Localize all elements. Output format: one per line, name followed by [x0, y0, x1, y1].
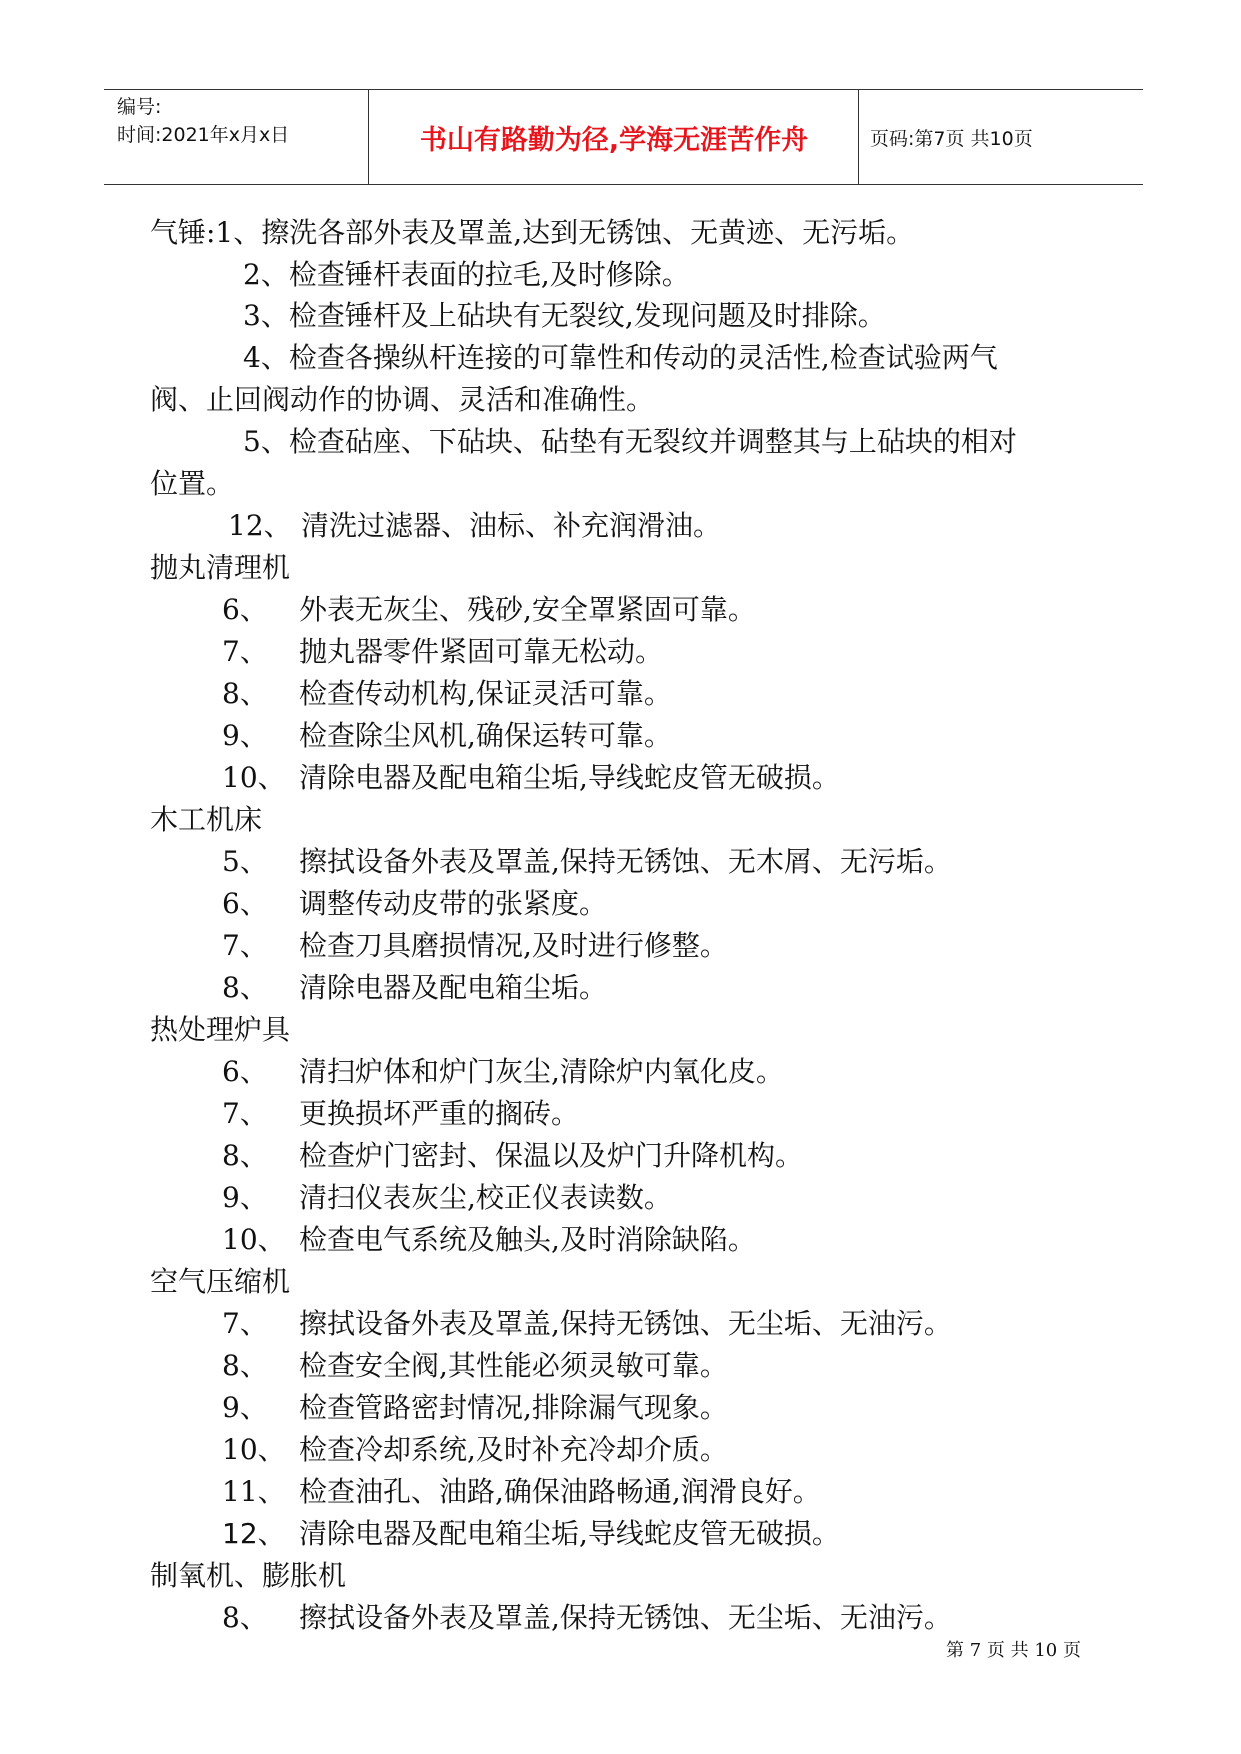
item-text: 检查冷却系统,及时补充冷却介质。: [299, 1433, 728, 1466]
item-number: 10、: [222, 1223, 286, 1256]
item-text: 检查刀具磨损情况,及时进行修整。: [299, 929, 728, 962]
document-code-label: 编号:: [117, 96, 162, 118]
item-text: 检查电气系统及触头,及时消除缺陷。: [299, 1223, 756, 1256]
list-item: [222, 1349, 728, 1383]
item-text: 检查油孔、油路,确保油路畅通,润滑良好。: [299, 1475, 821, 1508]
item-number: 9、: [222, 719, 268, 752]
item-text: 擦拭设备外表及罩盖,保持无锈蚀、无木屑、无污垢。: [299, 845, 952, 878]
section-title-rechuli: 热处理炉具: [150, 1013, 291, 1046]
item-text: 检查除尘风机,确保运转可靠。: [299, 719, 672, 752]
qichui-item-1: 气锤:1、擦洗各部外表及罩盖,达到无锈蚀、无黄迹、无污垢。: [150, 216, 915, 249]
item-number: 7、: [222, 635, 268, 668]
list-item: [222, 929, 728, 963]
item-text: 擦拭设备外表及罩盖,保持无锈蚀、无尘垢、无油污。: [299, 1601, 952, 1634]
qichui-item-12: [228, 509, 721, 543]
item-number: 11、: [222, 1475, 286, 1508]
item-text: 清扫炉体和炉门灰尘,清除炉内氧化皮。: [299, 1055, 784, 1088]
item-number: 6、: [222, 1055, 268, 1088]
list-item: [222, 1517, 840, 1551]
section-title-kongya: 空气压缩机: [150, 1265, 291, 1298]
list-item: [222, 761, 840, 795]
item-number: 7、: [222, 929, 268, 962]
list-item: [222, 1139, 803, 1173]
list-item: [222, 887, 607, 921]
list-item: [222, 1391, 728, 1425]
qichui-item-3: 3、检查锤杆及上砧块有无裂纹,发现问题及时排除。: [243, 299, 886, 332]
list-item: [222, 1181, 672, 1215]
document-time-label: 时间:2021年x月x日: [117, 124, 290, 146]
item-number: 8、: [222, 677, 268, 710]
item-number: 8、: [222, 971, 268, 1004]
section-title-zhiyang: 制氧机、膨胀机: [150, 1559, 347, 1592]
header-page-label: 页码:第7页 共10页: [870, 127, 1033, 150]
item-text: 清除电器及配电箱尘垢,导线蛇皮管无破损。: [299, 761, 840, 794]
qichui-item-5-line-2: 位置。: [150, 467, 235, 500]
item-text: 外表无灰尘、残砂,安全罩紧固可靠。: [299, 593, 756, 626]
item-number: 8、: [222, 1139, 268, 1172]
list-item: [222, 1475, 821, 1509]
page-footer: 第 7 页 共 10 页: [946, 1640, 1081, 1661]
list-item: [222, 845, 952, 879]
list-item: [222, 635, 663, 669]
item-text: 清扫仪表灰尘,校正仪表读数。: [299, 1181, 672, 1214]
list-item: [222, 971, 607, 1005]
section-title-paowan: 抛丸清理机: [150, 551, 291, 584]
header-motto: 书山有路勤为径,学海无涯苦作舟: [419, 124, 809, 156]
list-item: [222, 1055, 784, 1089]
item-number: 8、: [222, 1601, 268, 1634]
item-number: 9、: [222, 1391, 268, 1424]
item-number: 7、: [222, 1097, 268, 1130]
page-header: [104, 89, 1143, 185]
list-item: [222, 593, 756, 627]
list-item: [222, 1097, 579, 1131]
item-text: 清除电器及配电箱尘垢,导线蛇皮管无破损。: [299, 1517, 840, 1550]
list-item: [222, 719, 672, 753]
item-text: 抛丸器零件紧固可靠无松动。: [299, 635, 664, 668]
item-text: 更换损坏严重的搁砖。: [299, 1097, 580, 1130]
qichui-item-5-line-1: 5、检查砧座、下砧块、砧垫有无裂纹并调整其与上砧块的相对: [243, 425, 1017, 458]
item-number: 6、: [222, 887, 268, 920]
item-number: 10、: [222, 761, 286, 794]
list-item: [222, 677, 672, 711]
item-text: 检查炉门密封、保温以及炉门升降机构。: [299, 1139, 804, 1172]
item-number: 5、: [222, 845, 268, 878]
header-divider: [368, 90, 369, 184]
item-text: 检查传动机构,保证灵活可靠。: [299, 677, 672, 710]
list-item: [222, 1433, 728, 1467]
qichui-item-2: 2、检查锤杆表面的拉毛,及时修除。: [243, 258, 690, 291]
item-text: 调整传动皮带的张紧度。: [299, 887, 608, 920]
item-text: 检查安全阀,其性能必须灵敏可靠。: [299, 1349, 728, 1382]
item-text: 清洗过滤器、油标、补充润滑油。: [301, 509, 722, 542]
item-number: 7、: [222, 1307, 268, 1340]
qichui-item-4-line-1: 4、检查各操纵杆连接的可靠性和传动的灵活性,检查试验两气: [243, 341, 998, 374]
section-title-mugong: 木工机床: [150, 803, 263, 836]
header-divider: [858, 90, 859, 184]
item-number: 8、: [222, 1349, 268, 1382]
item-number: 12、: [222, 1517, 286, 1550]
list-item: [222, 1601, 952, 1635]
list-item: [222, 1223, 756, 1257]
item-text: 擦拭设备外表及罩盖,保持无锈蚀、无尘垢、无油污。: [299, 1307, 952, 1340]
item-text: 清除电器及配电箱尘垢。: [299, 971, 608, 1004]
item-text: 检查管路密封情况,排除漏气现象。: [299, 1391, 728, 1424]
qichui-item-4-line-2: 阀、止回阀动作的协调、灵活和准确性。: [150, 383, 655, 416]
header-left-cell: [117, 93, 362, 149]
item-number: 6、: [222, 593, 268, 626]
item-number: 9、: [222, 1181, 268, 1214]
item-number: 10、: [222, 1433, 286, 1466]
item-number: 12、: [228, 509, 292, 542]
list-item: [222, 1307, 952, 1341]
